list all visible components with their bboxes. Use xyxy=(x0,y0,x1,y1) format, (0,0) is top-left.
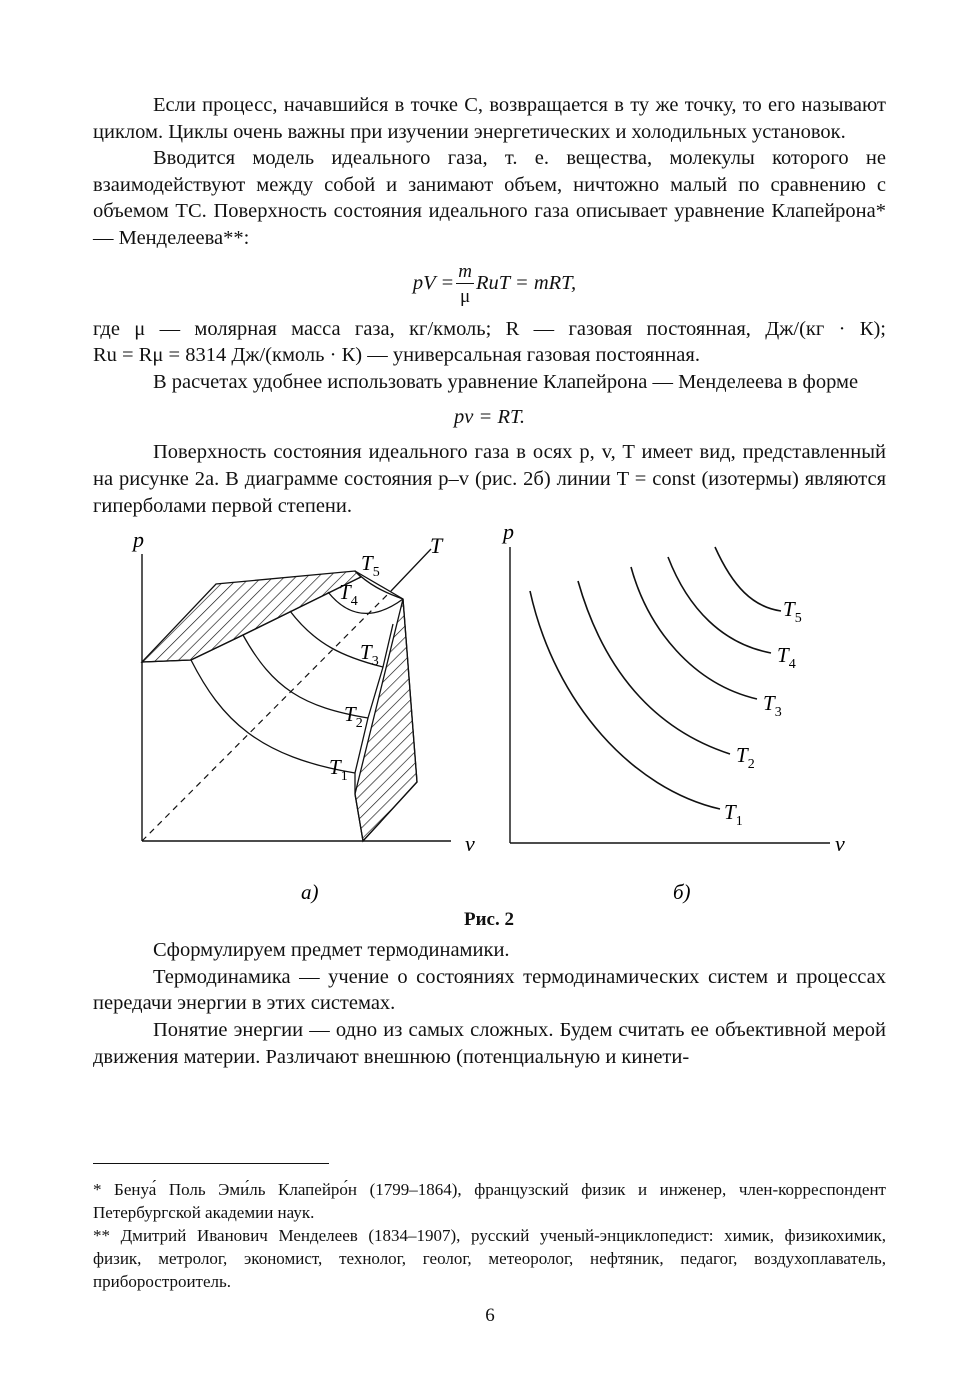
label-left-T3: $T_3$ xyxy=(360,640,379,670)
formula-pv-rt: pv = RT. xyxy=(454,405,525,428)
sublabel-b: б) xyxy=(673,880,691,905)
paragraph-definitions-2: Ru = Rμ = 8314 Дж/(кмоль · К) — универсальная газовая постоянная. xyxy=(93,344,700,367)
paragraph-thermodynamics: Термодинамика — учение о состояниях термодинамических систем и процессах передачи энергии в этих системах. xyxy=(93,965,886,1015)
formula-clapeyron-mendeleev xyxy=(93,252,886,316)
label-right-T2: $T_2$ xyxy=(736,743,755,773)
label-p-right: p xyxy=(503,519,514,545)
figure-2 xyxy=(93,519,886,929)
label-T-axis: T xyxy=(430,533,443,559)
label-right-T3: $T_3$ xyxy=(763,691,782,721)
paragraph-ideal-gas: Вводится модель идеального газа, т. е. вещества, молекулы которого не взаимодействуют между собой и занимают объем, ничтожно малый по сравнению с объемом ТС. Поверхность состояния идеального газа описывает уравнение Клапейрона* — Менделеева**: xyxy=(93,147,886,249)
fraction-numerator: m xyxy=(458,260,472,282)
axis-T-solid xyxy=(391,549,431,591)
label-left-T2: $T_2$ xyxy=(344,702,363,732)
page-number: 6 xyxy=(485,1305,495,1326)
diagram-b xyxy=(501,519,845,856)
label-left-T1: $T_1$ xyxy=(329,755,348,785)
diagram-a xyxy=(131,527,475,856)
formula-fraction xyxy=(456,262,474,306)
figure-caption: Рис. 2 xyxy=(464,909,514,931)
label-p-left: p xyxy=(133,527,144,553)
paragraph-cycle: Если процесс, начавшийся в точке C, возвращается в ту же точку, то его называют циклом. Циклы очень важны при изучении энергетических и холодильных установок. xyxy=(93,94,886,143)
page-body xyxy=(93,92,886,1070)
figure-svg xyxy=(93,519,886,929)
footnote-rule xyxy=(93,1163,329,1164)
paragraph-definitions-1: где μ — молярная масса газа, кг/кмоль; R — газовая постоянная, Дж/(кг · К); xyxy=(93,317,886,340)
label-left-T5: $T_5$ xyxy=(361,551,380,581)
footnote-clapeyron: * Бенуа́ Поль Эми́ль Клапейро́н (1799–1864), французский физик и инженер, член-корреспондент Петербургской академии наук. xyxy=(93,1180,886,1222)
formula-right: RuT = mRT, xyxy=(475,272,577,295)
label-right-T1: $T_1$ xyxy=(724,800,743,830)
paragraph-surface: Поверхность состояния идеального газа в осях p, v, T имеет вид, представленный на рисунке 2а. В диаграмме состояния p–v (рис. 2б) линии T = const (изотермы) являются гиперболами первой степени. xyxy=(93,441,886,517)
isotherm-pv-T1 xyxy=(530,591,720,809)
isotherm-pv-T5 xyxy=(715,547,781,611)
isotherm-pv-T4 xyxy=(668,557,771,653)
paragraph-subject: Сформулируем предмет термодинамики. xyxy=(153,939,510,962)
label-right-T5: $T_5$ xyxy=(783,597,802,627)
label-v-right: v xyxy=(835,831,845,857)
hatched-region-right xyxy=(355,599,417,841)
paragraph-energy: Понятие энергии — одно из самых сложных. Будем считать ее объективной мерой движения материи. Различают внешнюю (потенциальную и кинети- xyxy=(93,1018,886,1068)
footnote-mendeleev: ** Дмитрий Иванович Менделеев (1834–1907), русский ученый-энциклопедист: химик, физикохимик, физик, метролог, экономист, технолог, геолог, метеоролог, нефтяник, педагог, воздухоплаватель, приборостроитель. xyxy=(93,1226,886,1291)
fraction-denominator: μ xyxy=(459,285,471,307)
paragraph-form: В расчетах удобнее использовать уравнение Клапейрона — Менделеева в форме xyxy=(153,370,859,393)
label-right-T4: $T_4$ xyxy=(777,643,796,673)
isotherm-pv-T2 xyxy=(578,581,730,754)
label-left-T4: $T_4$ xyxy=(339,580,358,610)
label-v-left: v xyxy=(465,831,475,857)
sublabel-a: а) xyxy=(301,880,319,905)
formula-left: pV = xyxy=(412,272,455,295)
footnotes xyxy=(93,1178,886,1293)
